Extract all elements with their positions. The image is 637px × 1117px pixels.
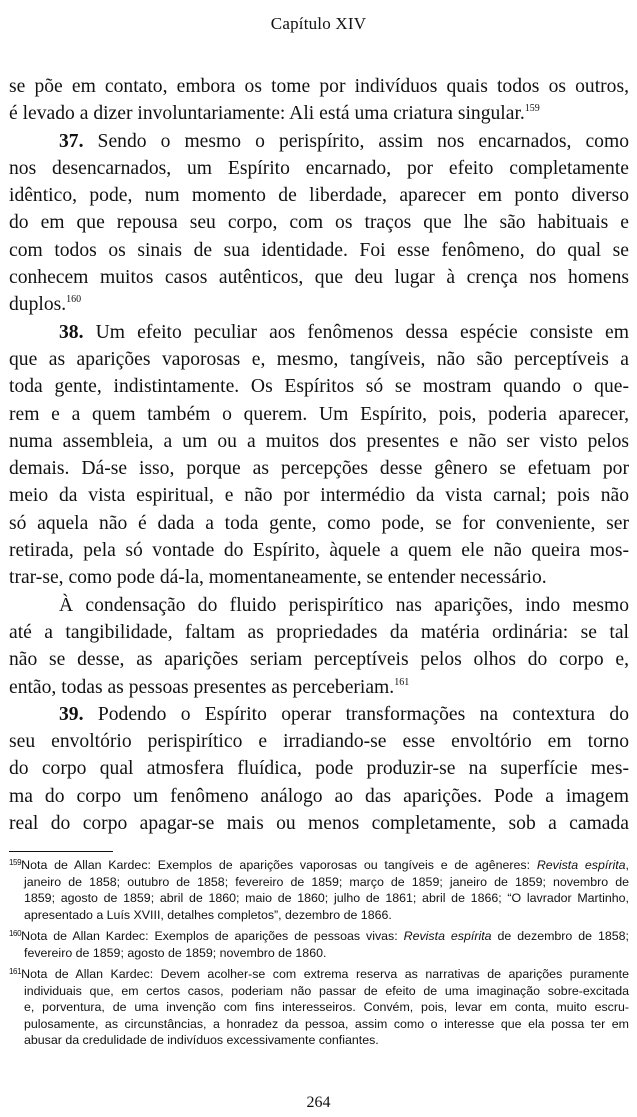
- text-line: só aquela não é dada a toda gente, como pode, se for conveniente, ser: [9, 512, 629, 534]
- text-line: toda gente, indistintamente. Os Espíritos só se mostram quando o que-: [9, 376, 629, 398]
- text-line: do em que repousa seu corpo, com os traços que lhe são habituais e: [9, 212, 629, 234]
- footnote-line: $^{159}$Nota de Allan Kardec: Exemplos de aparições vaporosas ou tangíveis e de agêneres: Revista espírita,: [9, 858, 629, 872]
- footnote-line: individuais que, em certos casos, poderiam não passar de efeito de uma imaginação sobre-excitada: [24, 983, 629, 998]
- text-line: rem e a quem também o querem. Um Espírito, pois, poderia aparecer,: [9, 403, 629, 425]
- text-line: que as aparições vaporosas e, mesmo, tangíveis, não são perceptíveis a: [9, 348, 629, 370]
- footnote-number: 161: [9, 967, 22, 976]
- footnote-line: fevereiro de 1859; agosto de 1859; novembro de 1860.: [24, 945, 327, 960]
- footnote-number: 159: [9, 858, 22, 867]
- page-number: 264: [306, 1094, 331, 1111]
- footnote-161: [9, 966, 629, 1049]
- text-line: idêntico, pode, num momento de liberdade, aparecer em ponto diverso: [9, 185, 629, 207]
- text-line: até a tangibilidade, faltam as propriedades da matéria ordinária: se tal: [9, 621, 629, 643]
- footnote-line: e, porventura, de uma invenção com fins interesseiros. Convém, pois, levar em conta, muito escru-: [24, 1000, 629, 1014]
- paragraph-number: 38.: [59, 321, 84, 343]
- text-line: retirada, pela só vontade do Espírito, àquele a quem ele não queira mos-: [9, 540, 629, 562]
- text-line: ma do corpo um fenômeno análogo ao das aparições. Pode a imagem: [9, 785, 629, 807]
- text-line: demais. Dá-se isso, porque as percepções desse gênero se efetuam por: [9, 458, 629, 480]
- text-line: conhecem muitos casos autênticos, que deu lugar à crença nos homens: [9, 267, 629, 289]
- main-text: [9, 73, 629, 837]
- text-line: seu envoltório perispirítico e irradiando-se esse envoltório em torno: [9, 731, 629, 753]
- footnote-line: $^{160}$Nota de Allan Kardec: Exemplos de aparições de pessoas vivas: Revista espírita de dezembro de 1858;: [9, 929, 629, 943]
- text-line: se põe em contato, embora os tome por indivíduos quais todos os outros,: [9, 76, 629, 97]
- footnotes: [9, 857, 629, 1054]
- footnote-ref-159[interactable]: 159: [524, 103, 540, 115]
- text-line: duplos.$^{160}$: [9, 294, 82, 316]
- footnote-159: [9, 857, 629, 923]
- running-header: Capítulo XIV: [270, 14, 367, 33]
- footnote-line: apresentado a Luís XVIII, detalhes completos”, dezembro de 1866.: [24, 907, 392, 922]
- text-line: nos desencarnados, um Espírito encarnado, por efeito completamente: [9, 157, 629, 179]
- footnote-ref-161[interactable]: 161: [394, 676, 410, 688]
- text-line: então, todas as pessoas presentes as perceberiam.$^{161}$: [9, 676, 410, 698]
- text-line: numa assembleia, a um ou a muitos dos presentes e não ser visto pelos: [9, 430, 629, 452]
- text-line: não se desse, as aparições seriam perceptíveis pelos olhos do corpo e,: [9, 649, 629, 671]
- text-line: 37. Sendo o mesmo o perispírito, assim nos encarnados, como: [59, 130, 629, 152]
- text-line: trar-se, como pode dá-la, momentaneamente, se entender necessário.: [9, 567, 547, 589]
- footnote-divider: [9, 851, 113, 852]
- footnote-ref-160[interactable]: 160: [66, 294, 82, 306]
- footnote-line: $^{161}$Nota de Allan Kardec: Devem acolher-se com extrema reserva as narrativas de aparições puramente: [9, 967, 629, 981]
- text-line: é levado a dizer involuntariamente: Ali está uma criatura singular.$^{159}$: [9, 103, 540, 125]
- text-line: 39. Podendo o Espírito operar transformações na contextura do: [59, 703, 629, 725]
- footnote-line: pulosamente, as circunstâncias, a honradez da pessoa, assim como o interesse que ela possa ter em: [24, 1016, 629, 1031]
- text-line: À condensação do fluido perispirítico nas aparições, indo mesmo: [59, 594, 629, 616]
- footnote-line: janeiro de 1858; outubro de 1858; fevereiro de 1859; março de 1859; janeiro de 1859; novembro de: [24, 874, 629, 889]
- text-line: meio da vista espiritual, e não por intermédio da vista carnal; pois não: [9, 485, 629, 507]
- text-line: do corpo qual atmosfera fluídica, pode produzir-se na superfície mes-: [9, 758, 629, 780]
- footnote-line: abusar da credulidade de indivíduos excessivamente confiantes.: [24, 1033, 379, 1047]
- paragraph-number: 39.: [59, 703, 84, 725]
- text-line: 38. Um efeito peculiar aos fenômenos dessa espécie consiste em: [59, 321, 629, 343]
- paragraph-number: 37.: [59, 130, 84, 152]
- footnote-line: 1859; agosto de 1859; abril de 1860; maio de 1860; julho de 1861; abril de 1866; “O lavrador Martinho,: [24, 891, 629, 905]
- text-line: real do corpo apagar-se mais ou menos completamente, sob a camada: [9, 813, 629, 835]
- footnote-160: [9, 928, 629, 961]
- text-line: com todos os sinais de sua identidade. Foi esse fenômeno, do qual se: [9, 239, 629, 261]
- footnote-number: 160: [9, 929, 22, 938]
